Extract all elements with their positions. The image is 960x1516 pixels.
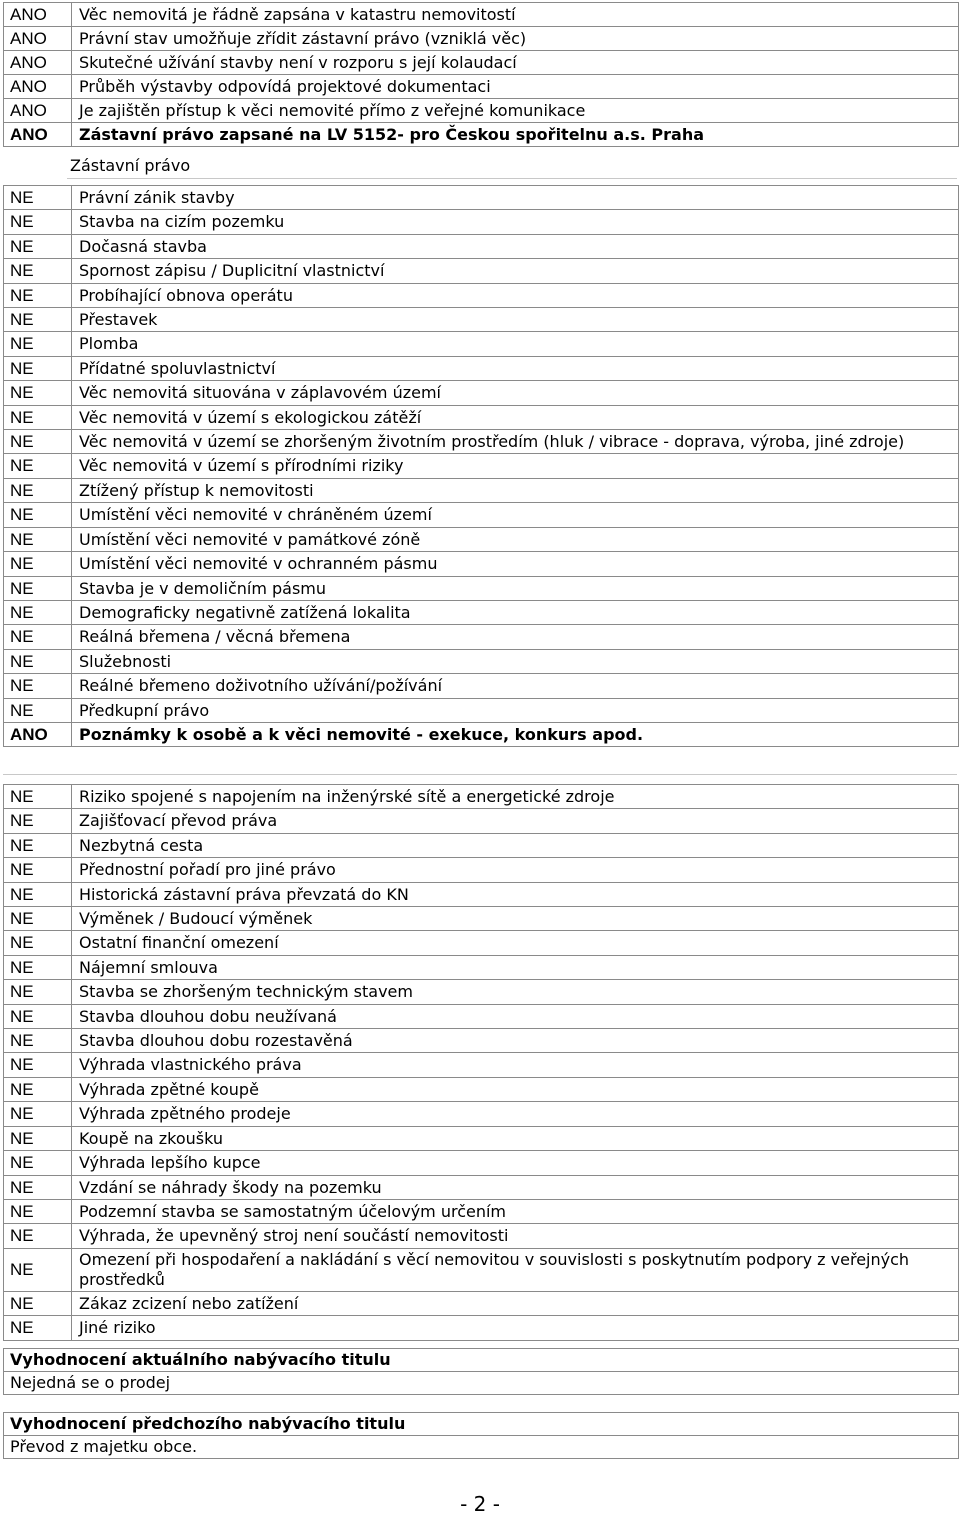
item-description: Vzdání se náhrady škody na pozemku — [72, 1175, 959, 1199]
table-row — [4, 210, 959, 234]
status-value: NE — [4, 980, 72, 1004]
item-description: Přestavek — [72, 308, 959, 332]
status-value: NE — [4, 186, 72, 210]
item-description: Riziko spojené s napojením na inženýrské sítě a energetické zdroje — [72, 785, 959, 809]
table-row — [4, 1029, 959, 1053]
item-description: Věc nemovitá v území se zhoršeným životním prostředím (hluk / vibrace - doprava, výroba, jiné zdroje) — [72, 430, 959, 454]
status-value: NE — [4, 1126, 72, 1150]
table-row — [4, 259, 959, 283]
status-value: NE — [4, 785, 72, 809]
status-value: NE — [4, 234, 72, 258]
table-row — [4, 3, 959, 27]
status-value: NE — [4, 1053, 72, 1077]
table-row — [4, 698, 959, 722]
item-description: Koupě na zkoušku — [72, 1126, 959, 1150]
item-description: Věc nemovitá je řádně zapsána v katastru nemovitostí — [72, 3, 959, 27]
table-row — [4, 478, 959, 502]
table-row — [4, 1004, 959, 1028]
item-description: Právní zánik stavby — [72, 186, 959, 210]
item-description: Skutečné užívání stavby není v rozporu s její kolaudací — [72, 51, 959, 75]
status-value: NE — [4, 955, 72, 979]
table-row — [4, 75, 959, 99]
status-value: NE — [4, 527, 72, 551]
status-value: NE — [4, 1248, 72, 1291]
table-row — [4, 283, 959, 307]
item-description: Podzemní stavba se samostatným účelovým určením — [72, 1199, 959, 1223]
status-value: NE — [4, 625, 72, 649]
item-description: Nezbytná cesta — [72, 833, 959, 857]
status-value: NE — [4, 1199, 72, 1223]
table-row — [4, 600, 959, 624]
table-row — [4, 381, 959, 405]
status-value: NE — [4, 503, 72, 527]
table-row — [4, 576, 959, 600]
table-row — [4, 674, 959, 698]
table-row — [4, 430, 959, 454]
status-value: NE — [4, 1291, 72, 1315]
status-value: NE — [4, 858, 72, 882]
table-row — [4, 552, 959, 576]
status-value: NE — [4, 283, 72, 307]
page-number: - 2 - — [460, 1492, 500, 1516]
table-row — [4, 186, 959, 210]
status-value: NE — [4, 1151, 72, 1175]
table-row — [4, 1199, 959, 1223]
status-value: NE — [4, 308, 72, 332]
item-description: Předkupní právo — [72, 698, 959, 722]
item-description: Zástavní právo zapsané na LV 5152- pro Českou spořitelnu a.s. Praha — [72, 123, 959, 147]
item-description: Plomba — [72, 332, 959, 356]
table-row — [4, 625, 959, 649]
item-description: Stavba dlouhou dobu rozestavěná — [72, 1029, 959, 1053]
table-row — [4, 356, 959, 380]
item-description: Umístění věci nemovité v ochranném pásmu — [72, 552, 959, 576]
table-row — [4, 99, 959, 123]
status-value: ANO — [4, 123, 72, 147]
table-row — [4, 1126, 959, 1150]
item-description: Spornost zápisu / Duplicitní vlastnictví — [72, 259, 959, 283]
table-row — [4, 1316, 959, 1340]
item-description: Reálná břemena / věcná břemena — [72, 625, 959, 649]
table-row — [4, 833, 959, 857]
item-description: Stavba dlouhou dobu neužívaná — [72, 1004, 959, 1028]
item-description: Omezení při hospodaření a nakládání s věcí nemovitou v souvislosti s poskytnutím podpory z veřejných prostředků — [72, 1248, 959, 1291]
table-row — [4, 1053, 959, 1077]
status-value: ANO — [4, 3, 72, 27]
item-description: Výhrada zpětné koupě — [72, 1077, 959, 1101]
status-value: NE — [4, 552, 72, 576]
table-row — [4, 51, 959, 75]
item-description: Věc nemovitá situována v záplavovém území — [72, 381, 959, 405]
status-value: ANO — [4, 722, 72, 746]
status-value: NE — [4, 381, 72, 405]
table-row — [4, 1151, 959, 1175]
item-description: Služebnosti — [72, 649, 959, 673]
status-value: ANO — [4, 75, 72, 99]
previous-title-box — [3, 1412, 959, 1459]
item-description: Reálné břemeno doživotního užívání/požívání — [72, 674, 959, 698]
item-description: Umístění věci nemovité v chráněném území — [72, 503, 959, 527]
table-row — [4, 907, 959, 931]
previous-title-value: Převod z majetku obce. — [10, 1437, 198, 1456]
item-description: Dočasná stavba — [72, 234, 959, 258]
table-row — [4, 980, 959, 1004]
status-value: NE — [4, 454, 72, 478]
item-description: Umístění věci nemovité v památkové zóně — [72, 527, 959, 551]
table-row — [4, 785, 959, 809]
item-description: Ostatní finanční omezení — [72, 931, 959, 955]
status-value: NE — [4, 259, 72, 283]
current-title-heading: Vyhodnocení aktuálního nabývacího titulu — [4, 1349, 958, 1372]
table-row — [4, 1175, 959, 1199]
table-row — [4, 27, 959, 51]
item-description: Zajišťovací převod práva — [72, 809, 959, 833]
current-title-box — [3, 1348, 959, 1395]
section-separator — [3, 774, 957, 775]
status-value: NE — [4, 356, 72, 380]
previous-title-heading: Vyhodnocení předchozího nabývacího titulu — [4, 1413, 958, 1436]
table-row — [4, 1077, 959, 1101]
table-row — [4, 1248, 959, 1291]
checklist-table-3 — [3, 784, 959, 1341]
item-description: Výměnek / Budoucí výměnek — [72, 907, 959, 931]
item-description: Nájemní smlouva — [72, 955, 959, 979]
status-value: NE — [4, 332, 72, 356]
item-description: Výhrada, že upevněný stroj není součástí nemovitosti — [72, 1224, 959, 1248]
item-description: Ztížený přístup k nemovitosti — [72, 478, 959, 502]
item-description: Historická zástavní práva převzatá do KN — [72, 882, 959, 906]
table-row — [4, 858, 959, 882]
table-row — [4, 332, 959, 356]
item-description: Výhrada vlastnického práva — [72, 1053, 959, 1077]
item-description: Věc nemovitá v území s ekologickou zátěží — [72, 405, 959, 429]
section-header: Zástavní právo — [70, 156, 191, 175]
item-description: Probíhající obnova operátu — [72, 283, 959, 307]
item-description: Demograficky negativně zatížená lokalita — [72, 600, 959, 624]
section-divider — [67, 178, 957, 179]
status-value: NE — [4, 1029, 72, 1053]
item-description: Přednostní pořadí pro jiné právo — [72, 858, 959, 882]
item-description: Stavba se zhoršeným technickým stavem — [72, 980, 959, 1004]
table-row — [4, 955, 959, 979]
item-description: Přídatné spoluvlastnictví — [72, 356, 959, 380]
status-value: NE — [4, 649, 72, 673]
table-row — [4, 503, 959, 527]
table-row — [4, 527, 959, 551]
table-row — [4, 931, 959, 955]
status-value: NE — [4, 833, 72, 857]
status-value: NE — [4, 907, 72, 931]
item-description: Jiné riziko — [72, 1316, 959, 1340]
item-description: Výhrada zpětného prodeje — [72, 1102, 959, 1126]
table-row — [4, 454, 959, 478]
status-value: NE — [4, 882, 72, 906]
table-row — [4, 234, 959, 258]
table-row — [4, 308, 959, 332]
status-value: NE — [4, 698, 72, 722]
status-value: NE — [4, 430, 72, 454]
table-row — [4, 649, 959, 673]
status-value: NE — [4, 1077, 72, 1101]
status-value: NE — [4, 674, 72, 698]
status-value: ANO — [4, 51, 72, 75]
status-value: ANO — [4, 27, 72, 51]
item-description: Věc nemovitá v území s přírodními riziky — [72, 454, 959, 478]
status-value: NE — [4, 1224, 72, 1248]
table-row — [4, 123, 959, 147]
table-row — [4, 882, 959, 906]
status-value: NE — [4, 600, 72, 624]
table-row — [4, 1102, 959, 1126]
item-description: Je zajištěn přístup k věci nemovité přímo z veřejné komunikace — [72, 99, 959, 123]
item-description: Stavba je v demoličním pásmu — [72, 576, 959, 600]
item-description: Průběh výstavby odpovídá projektové dokumentaci — [72, 75, 959, 99]
status-value: NE — [4, 478, 72, 502]
status-value: NE — [4, 1004, 72, 1028]
table-row — [4, 1291, 959, 1315]
item-description: Zákaz zcizení nebo zatížení — [72, 1291, 959, 1315]
status-value: NE — [4, 1316, 72, 1340]
status-value: ANO — [4, 99, 72, 123]
status-value: NE — [4, 931, 72, 955]
checklist-table-2 — [3, 185, 959, 747]
status-value: NE — [4, 809, 72, 833]
table-row — [4, 809, 959, 833]
table-row — [4, 722, 959, 746]
status-value: NE — [4, 210, 72, 234]
status-value: NE — [4, 576, 72, 600]
status-value: NE — [4, 1175, 72, 1199]
table-row — [4, 1224, 959, 1248]
item-description: Výhrada lepšího kupce — [72, 1151, 959, 1175]
checklist-table-1 — [3, 2, 959, 147]
item-description: Právní stav umožňuje zřídit zástavní právo (vzniklá věc) — [72, 27, 959, 51]
current-title-value: Nejedná se o prodej — [10, 1373, 171, 1392]
table-row — [4, 405, 959, 429]
status-value: NE — [4, 1102, 72, 1126]
item-description: Poznámky k osobě a k věci nemovité - exekuce, konkurs apod. — [72, 722, 959, 746]
item-description: Stavba na cizím pozemku — [72, 210, 959, 234]
status-value: NE — [4, 405, 72, 429]
